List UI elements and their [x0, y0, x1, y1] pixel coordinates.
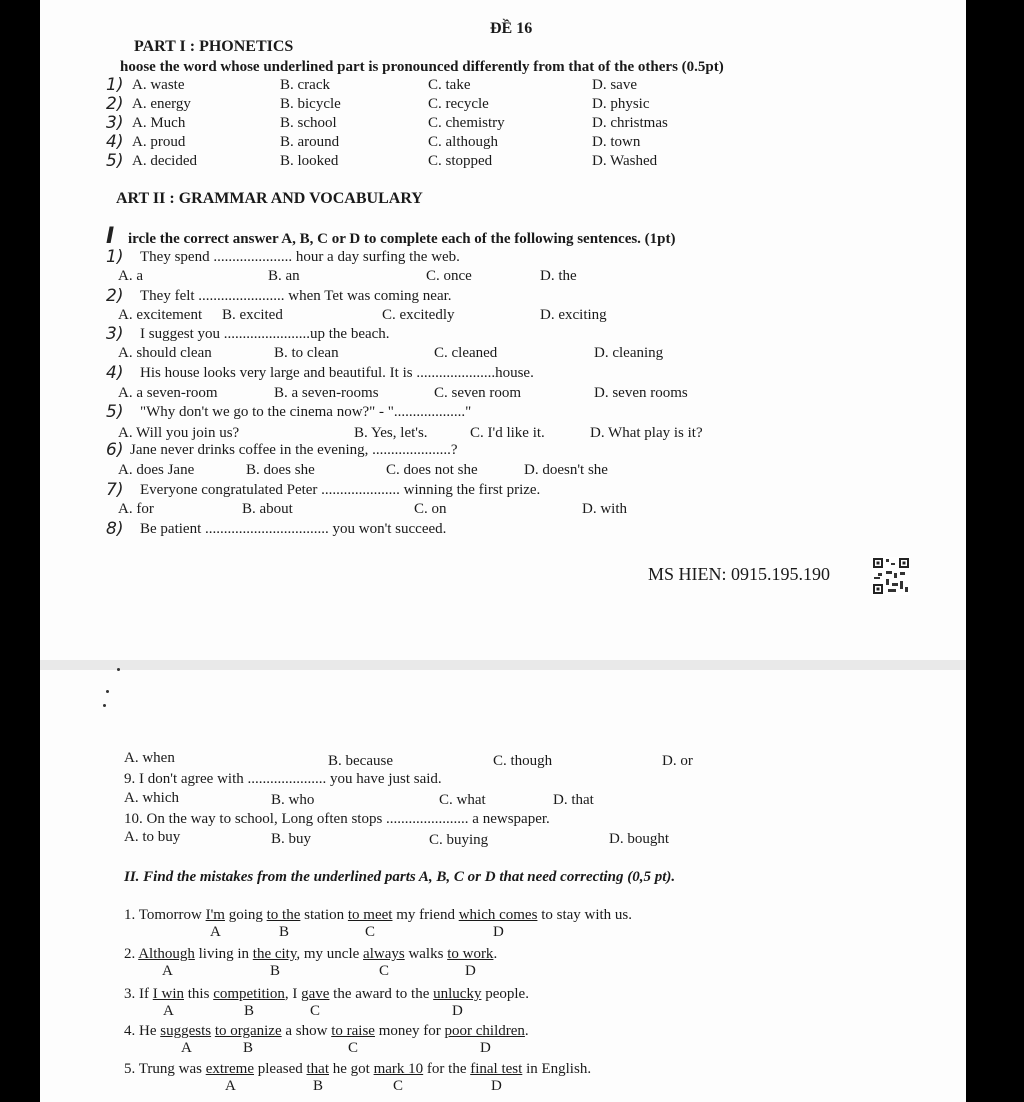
phonetics-option-d: D. Washed	[592, 153, 658, 169]
mistake-sentence	[124, 906, 632, 924]
question-stem: "Why don't we go to the cinema now?" - "..................."	[140, 404, 472, 420]
part-letter-b: B	[270, 963, 281, 979]
q8-option-d: D. or	[662, 753, 693, 769]
sentence-text: for the	[423, 1061, 471, 1077]
phonetics-option-c: C. recycle	[428, 96, 489, 112]
underlined-part-c: mark 10	[373, 1061, 424, 1077]
underlined-part-a: Although	[138, 946, 195, 962]
sentence-text: money for	[374, 1023, 445, 1039]
question-number: 2.	[124, 946, 139, 962]
answer-option-d: D. cleaning	[594, 345, 664, 361]
answer-option-d: D. with	[582, 501, 627, 517]
part-letter-c: C	[365, 924, 376, 940]
part-letter-b: B	[244, 1003, 255, 1019]
question-number: 4.	[124, 1023, 139, 1039]
question-stem: Everyone congratulated Peter ..................... winning the first prize.	[140, 482, 541, 498]
phonetics-option-d: D. town	[592, 134, 641, 150]
part-letter-c: C	[310, 1003, 321, 1019]
stray-mark	[103, 704, 106, 707]
underlined-part-a: extreme	[205, 1061, 255, 1077]
answer-option-a: A. a	[118, 268, 143, 284]
answer-option-c: C. does not she	[386, 462, 478, 478]
sentence-text: my friend	[392, 907, 459, 923]
underlined-part-c: gave	[301, 986, 330, 1002]
part-letter-d: D	[493, 924, 504, 940]
underlined-part-d: poor children	[444, 1023, 525, 1039]
answer-option-b: B. Yes, let's.	[354, 425, 428, 441]
sentence-text: If	[139, 986, 153, 1002]
sentence-text: going	[224, 907, 267, 923]
answer-option-c: C. once	[426, 268, 472, 284]
answer-option-c: C. on	[414, 501, 447, 517]
question-stem: I suggest you .......................up the beach.	[140, 326, 390, 342]
phonetics-option-c: C. take	[428, 77, 471, 93]
q10-option-a: A. to buy	[124, 829, 181, 845]
answer-option-a: A. does Jane	[118, 462, 195, 478]
part2-heading: ART II : GRAMMAR AND VOCABULARY	[116, 190, 423, 207]
phonetics-option-a: A. proud	[132, 134, 186, 150]
phonetics-option-c: C. although	[428, 134, 498, 150]
part-letter-c: C	[348, 1040, 359, 1056]
stray-mark	[117, 668, 120, 671]
phonetics-option-b: B. around	[280, 134, 340, 150]
q9-option-d: D. that	[553, 792, 594, 808]
question-number: 3.	[124, 986, 139, 1002]
part-letter-c: C	[393, 1078, 404, 1094]
underlined-part-a: I'm	[205, 907, 225, 923]
sentence-text: living in	[194, 946, 253, 962]
question-number: 3)	[106, 324, 124, 344]
answer-option-a: A. for	[118, 501, 154, 517]
q8-option-c: C. though	[493, 753, 553, 769]
q10-stem: 10. On the way to school, Long often stops ...................... a newspaper.	[124, 811, 550, 827]
part-letter-d: D	[452, 1003, 463, 1019]
question-number: 5.	[124, 1061, 139, 1077]
page-separator	[40, 660, 966, 670]
sentence-text: a show	[281, 1023, 332, 1039]
sentence-text: .	[524, 1023, 529, 1039]
answer-option-d: D. the	[540, 268, 577, 284]
answer-option-d: D. exciting	[540, 307, 607, 323]
answer-option-b: B. does she	[246, 462, 315, 478]
phonetics-option-b: B. crack	[280, 77, 330, 93]
sentence-text: in English.	[522, 1061, 592, 1077]
sentence-text: He	[139, 1023, 161, 1039]
question-number: 1)	[106, 75, 124, 95]
sentence-text: the award to the	[329, 986, 434, 1002]
q8-option-a: A. when	[124, 750, 175, 766]
underlined-part-a: suggests	[160, 1023, 212, 1039]
question-stem: They spend ..................... hour a day surfing the web.	[140, 249, 460, 265]
sentence-text: to stay with us.	[537, 907, 633, 923]
q9-option-b: B. who	[271, 792, 315, 808]
question-number: 8)	[106, 519, 124, 539]
question-number: 5)	[106, 402, 124, 422]
q9-stem: 9. I don't agree with ..................... you have just said.	[124, 771, 442, 787]
answer-option-c: C. seven room	[434, 385, 522, 401]
underlined-part-b: the city	[252, 946, 297, 962]
sentence-text: pleased	[254, 1061, 307, 1077]
mistake-sentence	[124, 985, 529, 1003]
sentence-text: Trung was	[138, 1061, 206, 1077]
part2-instruction: ircle the correct answer A, B, C or D to complete each of the following sentences. (1pt)	[128, 231, 676, 247]
phonetics-option-b: B. bicycle	[280, 96, 341, 112]
underlined-part-b: that	[306, 1061, 329, 1077]
phonetics-option-c: C. stopped	[428, 153, 493, 169]
sentence-text: people.	[481, 986, 529, 1002]
question-number: 2)	[106, 94, 124, 114]
question-number: 1.	[124, 907, 139, 923]
answer-option-c: C. excitedly	[382, 307, 455, 323]
underlined-part-c: to raise	[331, 1023, 375, 1039]
phonetics-option-a: A. energy	[132, 96, 191, 112]
question-number: 5)	[106, 151, 124, 171]
answer-option-c: C. cleaned	[434, 345, 498, 361]
part-letter-d: D	[465, 963, 476, 979]
part-letter-a: A	[181, 1040, 192, 1056]
answer-option-d: D. seven rooms	[594, 385, 688, 401]
part-letter-b: B	[279, 924, 290, 940]
question-stem: Jane never drinks coffee in the evening, .....................?	[130, 442, 458, 458]
underlined-part-d: to work	[447, 946, 494, 962]
sentence-text: this	[184, 986, 214, 1002]
section-mark: I	[106, 224, 115, 249]
part-letter-b: B	[243, 1040, 254, 1056]
question-number: 3)	[106, 113, 124, 133]
answer-option-c: C. I'd like it.	[470, 425, 545, 441]
underlined-part-c: to meet	[347, 907, 393, 923]
question-number: 1)	[106, 247, 124, 267]
question-stem: They felt ....................... when Tet was coming near.	[140, 288, 452, 304]
mistake-sentence	[124, 1060, 591, 1078]
underlined-part-a: I win	[152, 986, 184, 1002]
answer-option-b: B. to clean	[274, 345, 339, 361]
part-letter-a: A	[162, 963, 173, 979]
answer-option-d: D. doesn't she	[524, 462, 608, 478]
answer-option-d: D. What play is it?	[590, 425, 703, 441]
phonetics-option-d: D. physic	[592, 96, 650, 112]
question-number: 4)	[106, 363, 124, 383]
underlined-part-b: to the	[266, 907, 301, 923]
phonetics-option-a: A. Much	[132, 115, 186, 131]
part-letter-a: A	[163, 1003, 174, 1019]
question-stem: His house looks very large and beautiful. It is .....................house.	[140, 365, 534, 381]
question-number: 4)	[106, 132, 124, 152]
phonetics-option-a: A. decided	[132, 153, 197, 169]
sentence-text: station	[300, 907, 348, 923]
underlined-part-d: unlucky	[433, 986, 482, 1002]
mistake-sentence	[124, 945, 497, 963]
q10-option-b: B. buy	[271, 831, 312, 847]
answer-option-a: A. Will you join us?	[118, 425, 240, 441]
answer-option-a: A. a seven-room	[118, 385, 218, 401]
q10-option-d: D. bought	[609, 831, 669, 847]
sentence-text: he got	[329, 1061, 374, 1077]
stray-mark	[106, 690, 109, 693]
underlined-part-b: to organize	[214, 1023, 282, 1039]
q9-option-c: C. what	[439, 792, 486, 808]
sentence-text: walks	[404, 946, 448, 962]
underlined-part-b: competition	[213, 986, 285, 1002]
part-letter-b: B	[313, 1078, 324, 1094]
phonetics-option-b: B. looked	[280, 153, 339, 169]
part-letter-a: A	[225, 1078, 236, 1094]
sentence-text: , I	[284, 986, 302, 1002]
underlined-part-d: final test	[470, 1061, 523, 1077]
answer-option-b: B. a seven-rooms	[274, 385, 379, 401]
exam-title: ĐỀ 16	[490, 20, 533, 37]
q8-option-b: B. because	[328, 753, 393, 769]
question-number: 2)	[106, 286, 124, 306]
phonetics-option-d: D. christmas	[592, 115, 668, 131]
mistake-sentence	[124, 1022, 529, 1040]
answer-option-b: B. excited	[222, 307, 283, 323]
question-number: 7)	[106, 480, 124, 500]
answer-option-b: B. about	[242, 501, 293, 517]
part-letter-c: C	[379, 963, 390, 979]
sentence-text: Tomorrow	[138, 907, 206, 923]
part1-heading: PART I : PHONETICS	[134, 38, 294, 55]
question-number: 6)	[106, 440, 124, 460]
phonetics-option-b: B. school	[280, 115, 337, 131]
phonetics-option-a: A. waste	[132, 77, 185, 93]
sentence-text: , my uncle	[296, 946, 364, 962]
underlined-part-d: which comes	[458, 907, 538, 923]
part-letter-d: D	[480, 1040, 491, 1056]
sentence-text: .	[493, 946, 498, 962]
q9-option-a: A. which	[124, 790, 179, 806]
answer-option-a: A. excitement	[118, 307, 203, 323]
q10-option-c: C. buying	[429, 832, 489, 848]
phonetics-option-d: D. save	[592, 77, 637, 93]
part-letter-d: D	[491, 1078, 502, 1094]
question-stem: Be patient ................................. you won't succeed.	[140, 521, 447, 537]
answer-option-b: B. an	[268, 268, 300, 284]
part-letter-a: A	[210, 924, 221, 940]
part1-instruction: hoose the word whose underlined part is pronounced differently from that of the others (0.5pt)	[120, 59, 724, 75]
answer-option-a: A. should clean	[118, 345, 212, 361]
contact-info: MS HIEN: 0915.195.190	[648, 564, 831, 584]
section2-heading: II. Find the mistakes from the underlined parts A, B, C or D that need correcting (0,5 pt).	[124, 869, 676, 885]
phonetics-option-c: C. chemistry	[428, 115, 505, 131]
underlined-part-c: always	[363, 946, 405, 962]
qr-code-icon	[872, 557, 910, 595]
